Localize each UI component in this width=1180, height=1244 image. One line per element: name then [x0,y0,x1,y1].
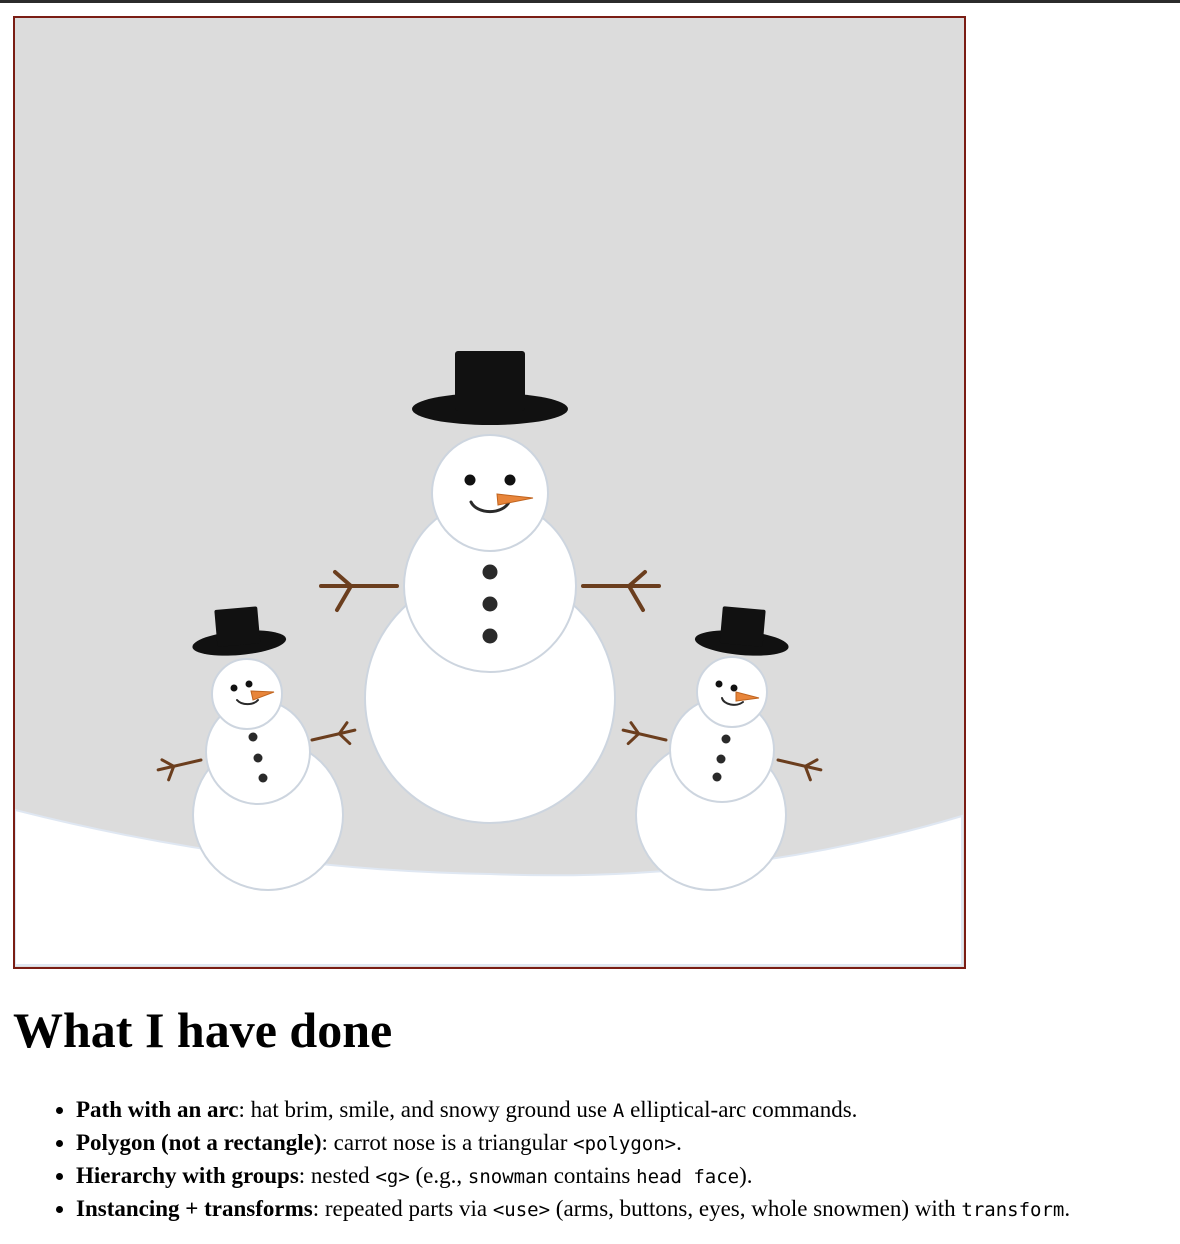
list-item [76,1094,1180,1127]
note-code: transform [961,1199,1065,1221]
note-text: : hat brim, smile, and snowy ground use [238,1097,613,1122]
note-text: : repeated parts via [312,1196,493,1221]
note-text: : carrot nose is a triangular [321,1130,574,1155]
note-text: (arms, buttons, eyes, whole snowmen) with [550,1196,962,1221]
note-text: ). [739,1163,753,1188]
note-text: contains [547,1163,637,1188]
note-text: (e.g., [409,1163,468,1188]
snowman-svg [15,18,964,967]
snowman-large [321,351,659,823]
note-text: . [1064,1196,1071,1221]
note-term: Hierarchy with groups [76,1163,299,1188]
snowman-scene [13,16,966,969]
note-term: Path with an arc [76,1097,239,1122]
note-text: elliptical-arc commands. [624,1097,858,1122]
note-code: head face [636,1166,740,1188]
top-rule [0,0,1180,3]
notes-list [30,1094,1180,1226]
note-code: <g> [375,1166,410,1188]
note-text: . [676,1130,682,1155]
snowy-ground [15,810,962,965]
note-code: <polygon> [573,1133,677,1155]
note-code: A [612,1100,625,1122]
note-text: : nested [298,1163,376,1188]
note-code: <use> [492,1199,551,1221]
note-term: Polygon (not a rectangle) [76,1130,322,1155]
note-code: snowman [467,1166,548,1188]
page-heading: What I have done [13,1002,393,1058]
list-item [76,1193,1180,1226]
snowman-small-right [620,604,822,890]
note-term: Instancing + transforms [76,1196,313,1221]
list-item [76,1160,1180,1193]
list-item [76,1127,1180,1160]
